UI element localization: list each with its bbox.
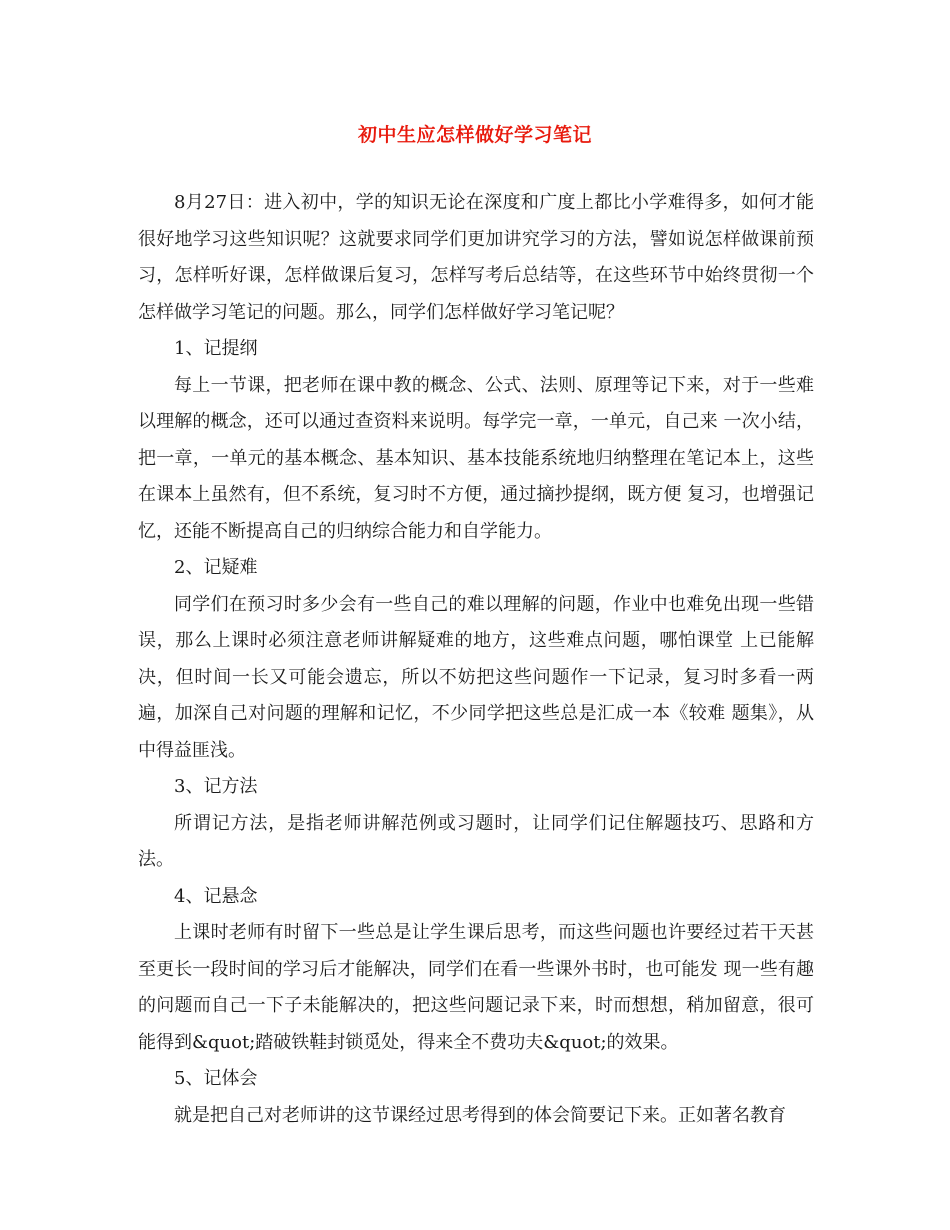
section-heading-outline: 1、记提纲 [174,338,258,359]
section-heading-open-questions: 4、记悬念 [174,885,258,907]
section-body-open-questions: 上课时老师有时留下一些总是让学生课后思考，而这些问题也许要经过若干天甚至更长一段时间的学习后才能解决，同学们在看一些课外书时，也可能发 现一些有趣的问题而自己一下子未能解决的，把这些问题记录下来，时而想想，稍加留意，很可能得到&quot;踏破铁鞋封锁觅处，得来全不费功夫&quot;的效果。 [138,922,814,1053]
document-body [138,185,814,1134]
section-body-reflections: 就是把自己对老师讲的这节课经过思考得到的体会简要记下来。正如著名教育 [174,1104,786,1126]
intro-paragraph: 8月27日：进入初中，学的知识无论在深度和广度上都比小学难得多，如何才能很好地学习这些知识呢？这就要求同学们更加讲究学习的方法，譬如说怎样做课前预 习，怎样听好课，怎样做课后复习，怎样写考后总结等，在这些环节中始终贯彻一个怎样做学习笔记的问题。那么，同学们怎样做好学习笔记呢？ [138,192,814,323]
section-body-methods: 所谓记方法，是指老师讲解范例或习题时，让同学们记住解题技巧、思路和方法。 [138,812,814,870]
section-heading-difficulties: 2、记疑难 [174,557,258,578]
section-heading-methods: 3、记方法 [174,776,258,797]
section-body-outline: 每上一节课，把老师在课中教的概念、公式、法则、原理等记下来，对于一些难以理解的概念，还可以通过查资料来说明。每学完一章，一单元，自己来 一次小结，把一章，一单元的基本概念、基本知识、基本技能系统地归纳整理在笔记本上，这些在课本上虽然有，但不系统，复习时不方便，通过摘抄提纲，既方便 复习，也增强记忆，还能不断提高自己的归纳综合能力和自学能力。 [138,374,814,542]
document-title: 初中生应怎样做好学习笔记 [357,124,592,146]
section-body-difficulties: 同学们在预习时多少会有一些自己的难以理解的问题，作业中也难免出现一些错误，那么上课时必须注意老师讲解疑难的地方，这些难点问题，哪怕课堂 上已能解决，但时间一长又可能会遗忘，所以不妨把这些问题作一下记录，复习时多看一两遍，加深自己对问题的理解和记忆，不少同学把这些总是汇成一本《较难 题集》，从中得益匪浅。 [138,593,814,761]
section-heading-reflections: 5、记体会 [174,1068,258,1089]
